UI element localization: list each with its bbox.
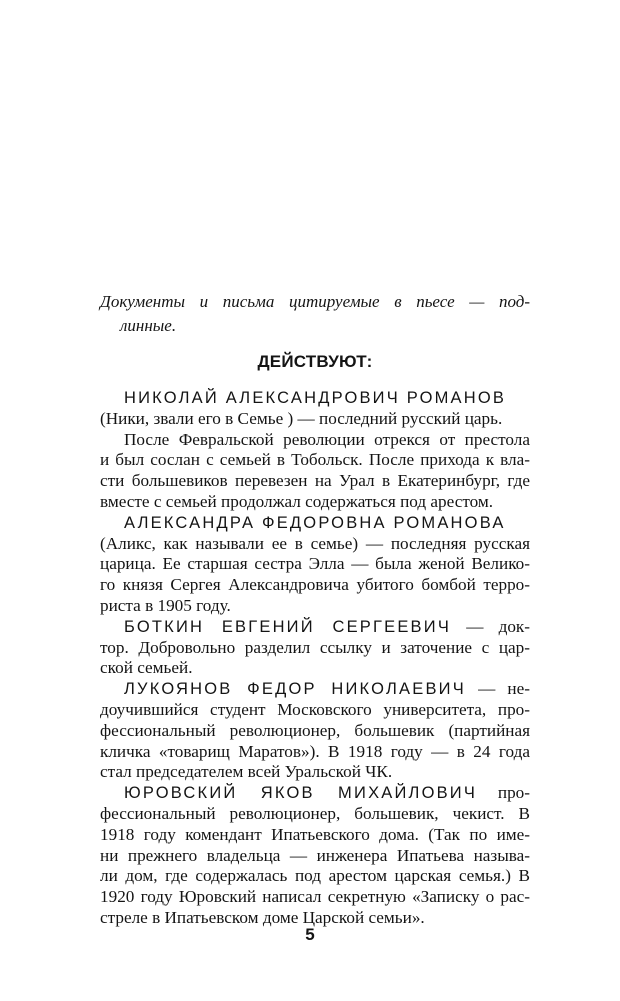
cast-list (100, 388, 530, 929)
character-line: ни прежнего владельца — инженера Ипатьева называ- (100, 845, 530, 865)
character-first-rest: — не- (465, 679, 530, 699)
character-entry (100, 513, 530, 617)
character-first-rest: про- (477, 783, 530, 803)
character-first-line (100, 679, 530, 700)
cast-heading: ДЕЙСТВУЮТ: (257, 352, 373, 371)
character-first-line (100, 513, 530, 534)
character-line: (Аликс, как называли ее в семье) — последняя русская (100, 533, 530, 553)
character-line: го князя Сергея Александровича убитого бомбой терро- (100, 575, 530, 595)
character-line: После Февральской революции отрекся от престола (124, 429, 530, 449)
epigraph-line: Документы и письма цитируемые в пьесе — под- (100, 292, 530, 311)
character-name: ЛУКОЯНОВ ФЕДОР НИКОЛАЕВИЧ (124, 680, 466, 699)
page-number: 5 (305, 925, 315, 944)
character-line: 1920 году Юровский написал секретную «Записку о рас- (100, 887, 530, 907)
character-line: (Ники, звали его в Семье ) — последний русский царь. (100, 408, 503, 428)
character-entry (100, 679, 530, 783)
character-name: БОТКИН ЕВГЕНИЙ СЕРГЕЕВИЧ (124, 617, 452, 636)
character-line: доучившийся студент Московского университета, про- (100, 699, 530, 719)
epigraph-line: линные. (120, 316, 177, 335)
character-line: ской семьей. (100, 658, 193, 678)
character-line: ли дом, где содержалась под арестом царская семья.) В (100, 866, 530, 886)
character-entry (100, 617, 530, 679)
character-line: царица. Ее старшая сестра Элла — была женой Велико- (100, 554, 530, 574)
character-line: стреле в Ипатьевском доме Царской семьи». (100, 907, 425, 927)
character-line: кличка «товарищ Маратов»). В 1918 году — в 24 года (100, 741, 530, 761)
character-first-line (100, 617, 530, 638)
character-line: фессиональный революционер, большевик (партийная (100, 720, 530, 740)
character-first-line (100, 783, 530, 804)
character-first-line (100, 388, 530, 409)
character-entry (100, 783, 530, 929)
epigraph (100, 290, 530, 338)
character-name: АЛЕКСАНДРА ФЕДОРОВНА РОМАНОВА (124, 513, 506, 532)
character-line: риста в 1905 году. (100, 595, 231, 615)
character-line: и был сослан с семьей в Тобольск. После прихода к вла- (100, 450, 530, 470)
character-line: вместе с семьей продолжал содержаться под арестом. (100, 491, 494, 511)
character-name: НИКОЛАЙ АЛЕКСАНДРОВИЧ РОМАНОВ (124, 389, 507, 407)
character-line: стал председателем всей Уральской ЧК. (100, 762, 393, 782)
character-line: фессиональный революционер, большевик, чекист. В (100, 803, 530, 823)
character-entry (100, 388, 530, 513)
character-line: тор. Добровольно разделил ссылку и заточение с цар- (100, 637, 530, 657)
character-first-rest: — док- (451, 616, 530, 636)
character-name: ЮРОВСКИЙ ЯКОВ МИХАЙЛОВИЧ (124, 784, 478, 803)
character-line: сти большевиков перевезен на Урал в Екатеринбург, где (100, 471, 530, 491)
character-line: 1918 году комендант Ипатьевского дома. (Так по име- (100, 824, 530, 844)
